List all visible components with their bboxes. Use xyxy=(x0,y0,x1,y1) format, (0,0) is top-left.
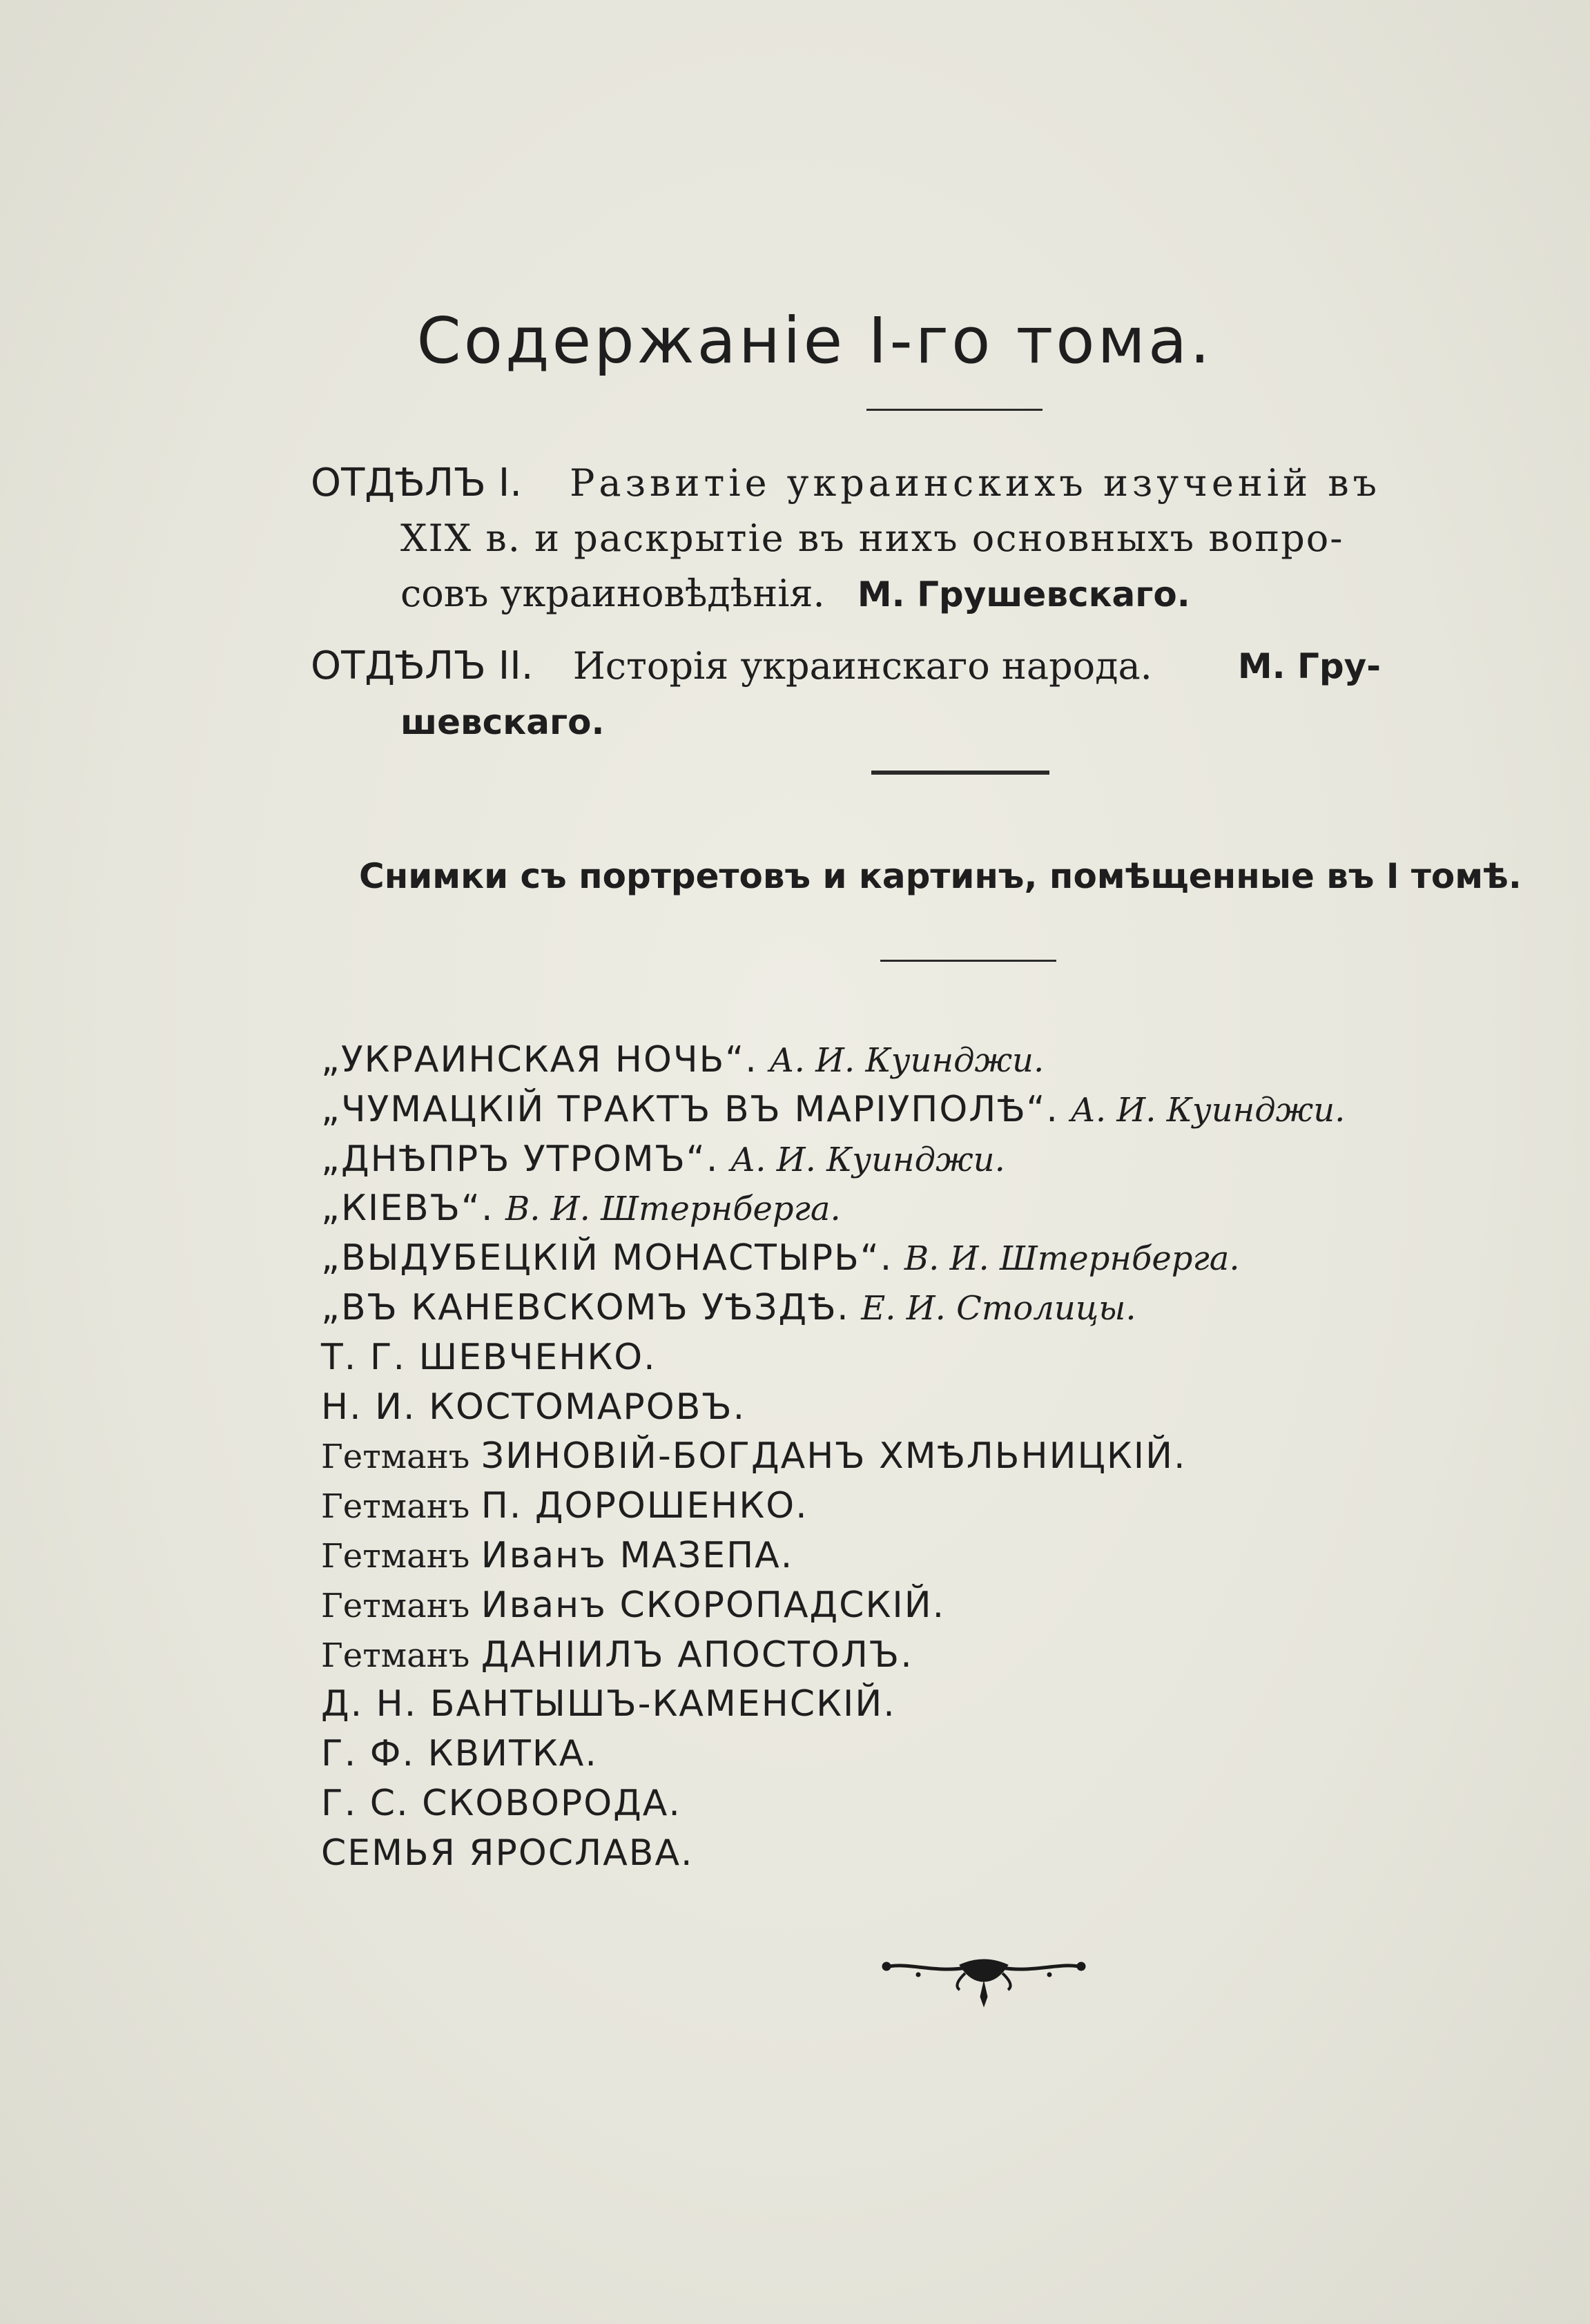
list-item: Гетманъ ЗИНОВІЙ-БОГДАНЪ ХМѢЛЬНИЦКІЙ. xyxy=(321,1435,1187,1478)
list-item: СЕМЬЯ ЯРОСЛАВА. xyxy=(321,1832,694,1874)
list-item: Д. Н. БАНТЫШЪ-КАМЕНСКІЙ. xyxy=(321,1683,896,1725)
page-title: Содержаніе І-го тома. xyxy=(416,304,1213,378)
section-2-author-part-1: М. Гру- xyxy=(1237,646,1381,686)
illustrations-list xyxy=(321,1036,1564,1879)
section-2-text-1: Исторія украинскаго народа. xyxy=(572,644,1152,688)
section-1-author: М. Грушевскаго. xyxy=(857,574,1190,614)
list-item: „УКРАИНСКАЯ НОЧЬ“. А. И. Куинджи. xyxy=(321,1039,1045,1081)
section-1-text-1: Развитіе украинскихъ изученій въ xyxy=(570,461,1381,505)
list-item: „ВЫДУБЕЦКІЙ МОНАСТЫРЬ“. В. И. Штернберга. xyxy=(321,1237,1240,1279)
title-divider xyxy=(866,409,1043,411)
section-1-line-1 xyxy=(311,456,1381,511)
section-2 xyxy=(311,639,1381,750)
list-item: Гетманъ ДАНІИЛЪ АПОСТОЛЪ. xyxy=(321,1634,913,1676)
list-item: Г. Ф. КВИТКА. xyxy=(321,1733,598,1775)
list-item: „КІЕВЪ“. В. И. Штернберга. xyxy=(321,1188,841,1230)
section-1-text-3: совъ украиновѣдѣнія. xyxy=(400,572,825,615)
section-1 xyxy=(311,456,1381,622)
list-item: Гетманъ Иванъ СКОРОПАДСКІЙ. xyxy=(321,1584,946,1626)
section-1-text-2: XIX в. и раскрытіе въ нихъ основныхъ вопро- xyxy=(400,516,1344,560)
section-2-author-part-2: шевскаго. xyxy=(400,702,605,742)
list-item: Гетманъ П. ДОРОШЕНКО. xyxy=(321,1485,808,1527)
illustrations-heading: Снимки съ портретовъ и картинъ, помѣщенные въ І томѣ. xyxy=(359,856,1522,896)
list-item: Н. И. КОСТОМАРОВЪ. xyxy=(321,1386,746,1428)
list-item: Гетманъ Иванъ МАЗЕПА. xyxy=(321,1534,794,1576)
section-1-label: ОТДѢЛЪ І. xyxy=(311,461,523,505)
list-item: Г. С. СКОВОРОДА. xyxy=(321,1782,681,1824)
list-item: „ЧУМАЦКІЙ ТРАКТЪ ВЪ МАРІУПОЛѢ“. А. И. Куинджи. xyxy=(321,1088,1346,1130)
section-2-label: ОТДѢЛЪ ІІ. xyxy=(311,643,534,688)
section-2-line-2 xyxy=(311,694,1381,750)
list-item: „ВЪ КАНЕВСКОМЪ УѢЗДѢ. Е. И. Столицы. xyxy=(321,1286,1136,1328)
illustrations-divider xyxy=(880,960,1056,962)
list-item: „ДНѢПРЪ УТРОМЪ“. А. И. Куинджи. xyxy=(321,1138,1005,1180)
section-1-line-3 xyxy=(311,566,1381,622)
fleuron-ornament-icon xyxy=(877,1947,1091,2009)
sections-divider xyxy=(871,771,1049,775)
section-2-line-1 xyxy=(311,639,1381,694)
list-item: Т. Г. ШЕВЧЕНКО. xyxy=(321,1336,657,1378)
